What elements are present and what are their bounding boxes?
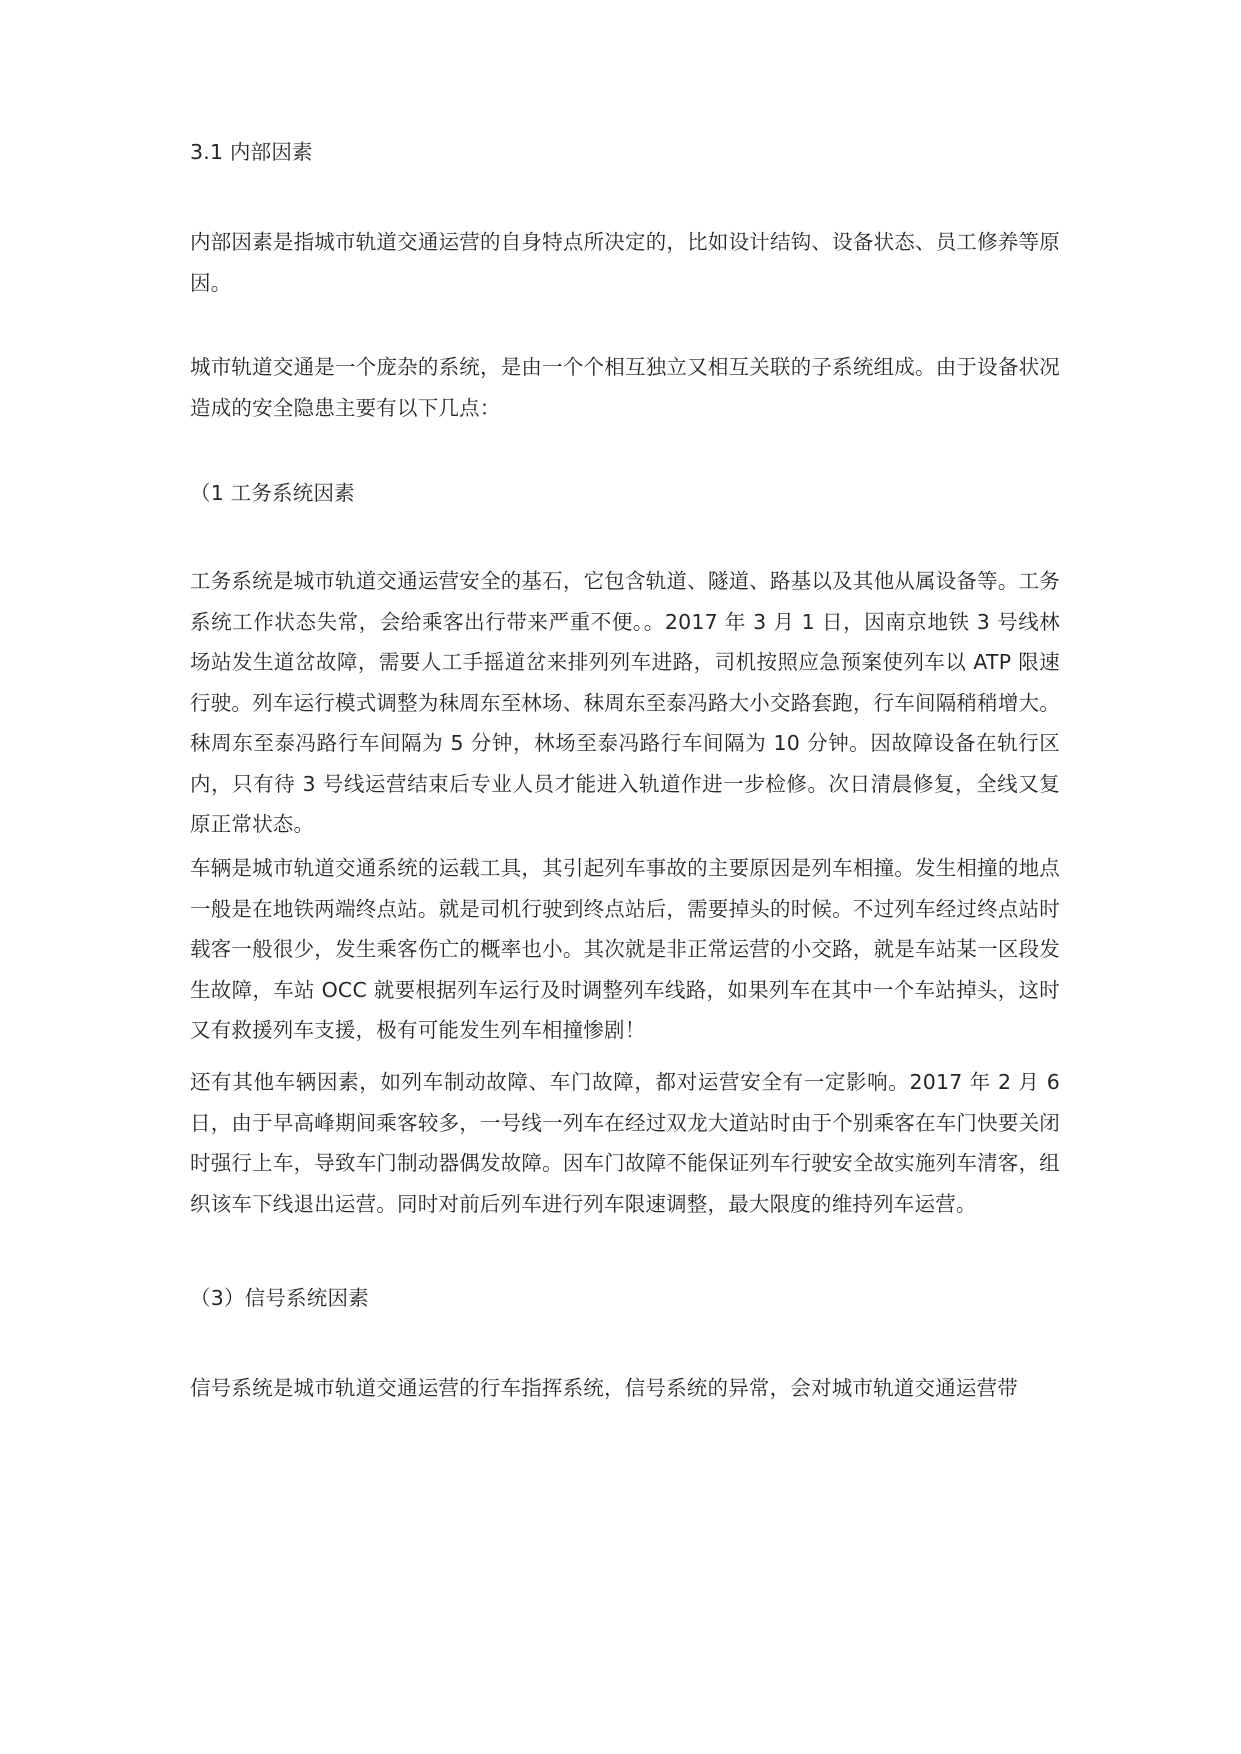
subheading-engineering-factors: （1 工务系统因素 (190, 481, 355, 505)
paragraph-vehicle-factors: 车辆是城市轨道交通系统的运载工具，其引起列车事故的主要原因是列车相撞。发生相撞的地点一般是在地铁两端终点站。就是司机行驶到终点站后，需要掉头的时候。不过列车经过终点站时载客一般很少，发生乘客伤亡的概率也小。其次就是非正常运营的小交路，就是车站某一区段发生故障，车站 OCC 就要根据列车运行及时调整列车线路，如果列车在其中一个车站掉头，这时又有救援列车支援，极有可能发生列车相撞惨剧！ (190, 856, 1060, 1042)
paragraph-other-vehicle-factors: 还有其他车辆因素，如列车制动故障、车门故障，都对运营安全有一定影响。2017 年 2 月 6 日，由于早高峰期间乘客较多，一号线一列车在经过双龙大道站时由于个别乘客在车门快要关闭时强行上车，导致车门制动器偶发故障。因车门故障不能保证列车行驶安全故实施列车清客，组织该车下线退出运营。同时对前后列车进行列车限速调整，最大限度的维持列车运营。 (190, 1070, 1060, 1216)
paragraph-system-overview: 城市轨道交通是一个庞杂的系统，是由一个个相互独立又相互关联的子系统组成。由于设备状况造成的安全隐患主要有以下几点： (190, 355, 1060, 420)
subheading-signal-factors: （3）信号系统因素 (190, 1286, 369, 1310)
paragraph-engineering-system: 工务系统是城市轨道交通运营安全的基石，它包含轨道、隧道、路基以及其他从属设备等。工务系统工作状态失常，会给乘客出行带来严重不便。。2017 年 3 月 1 日，因南京地铁 3 号线林场站发生道岔故障，需要人工手摇道岔来排列列车进路，司机按照应急预案使列车以 ATP 限速行驶。列车运行模式调整为秣周东至林场、秣周东至泰冯路大小交路套跑，行车间隔稍稍增大。秣周东至泰冯路行车间隔为 5 分钟，林场至泰冯路行车间隔为 10 分钟。因故障设备在轨行区内，只有待 3 号线运营结束后专业人员才能进入轨道作进一步检修。次日清晨修复，全线又复原正常状态。 (190, 569, 1060, 836)
paragraph-signal-system: 信号系统是城市轨道交通运营的行车指挥系统，信号系统的异常，会对城市轨道交通运营带 (190, 1376, 1018, 1400)
section-heading-3-1: 3.1 内部因素 (190, 140, 313, 164)
paragraph-internal-factors: 内部因素是指城市轨道交通运营的自身特点所决定的，比如设计结钩、设备状态、员工修养等原因。 (190, 230, 1060, 295)
